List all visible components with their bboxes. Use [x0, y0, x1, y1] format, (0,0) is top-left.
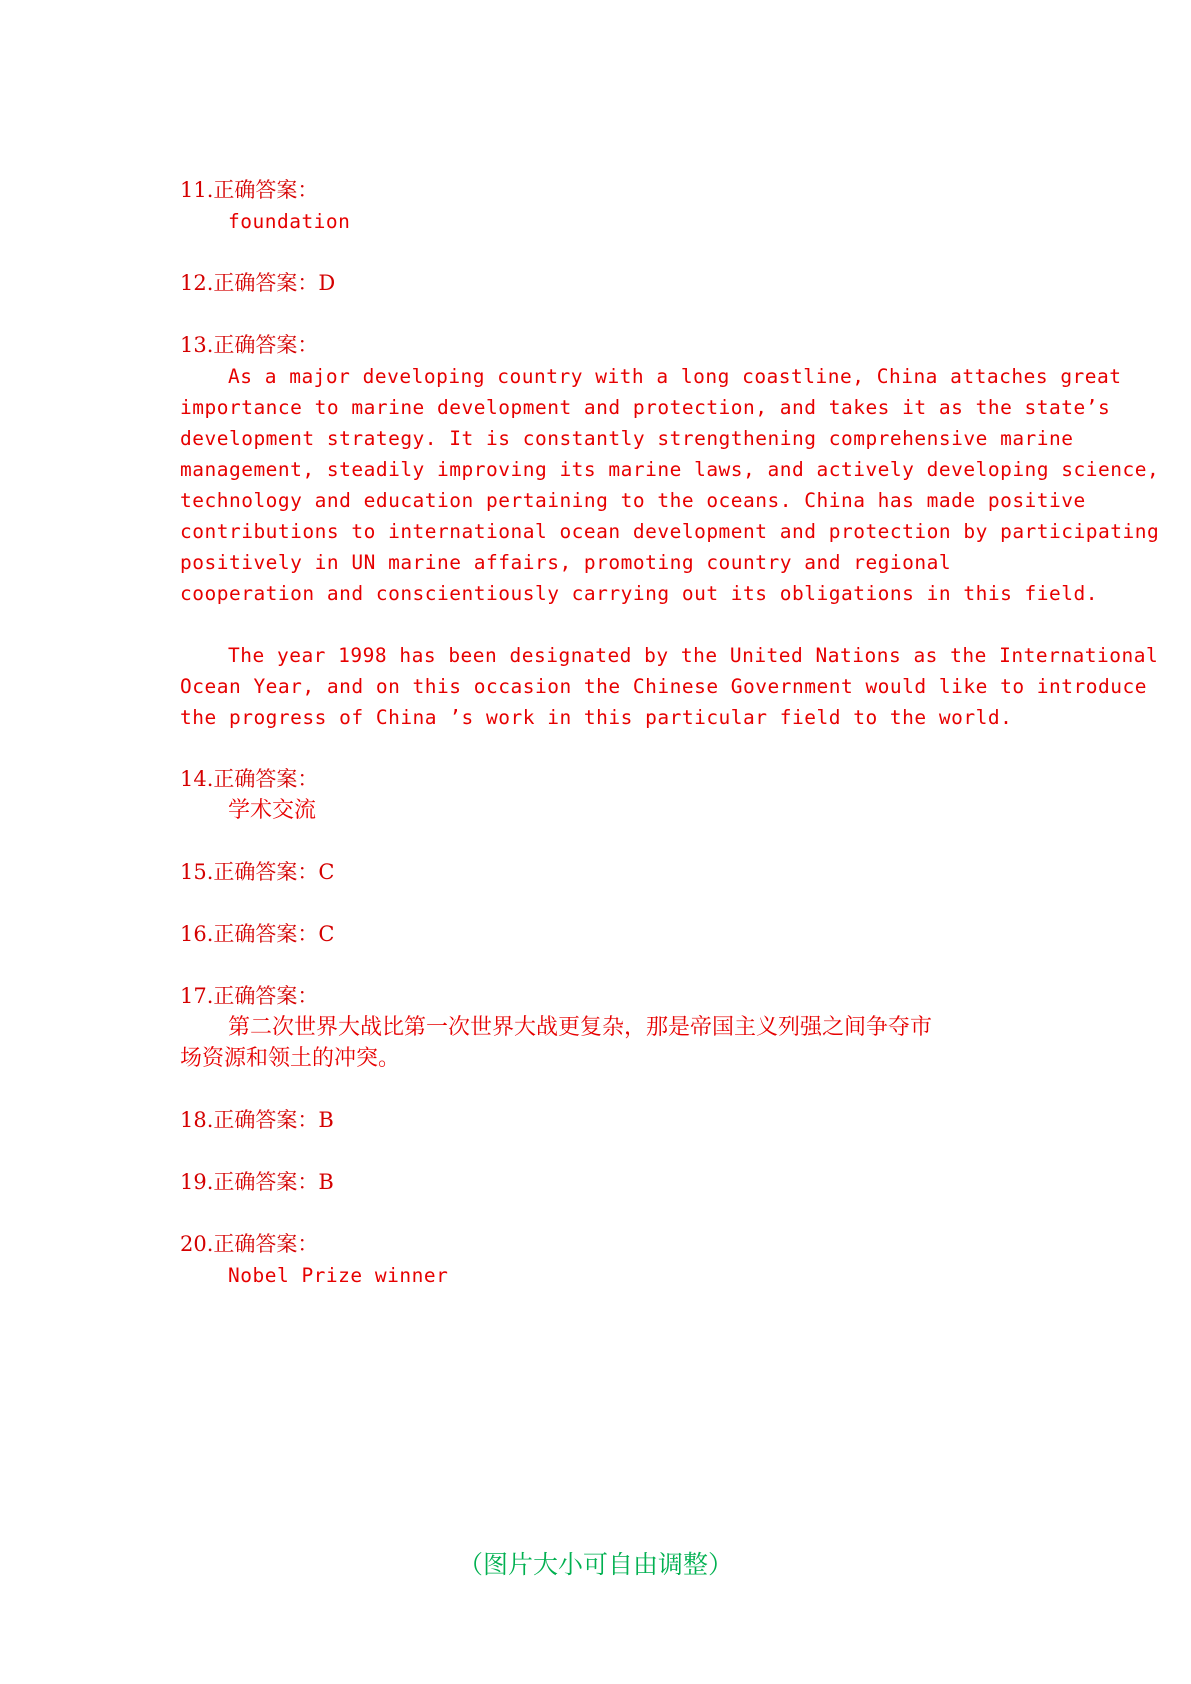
answer-heading-16: 16.正确答案：C — [180, 922, 335, 946]
answer-item-12 — [180, 268, 1140, 299]
answer-heading-19: 19.正确答案：B — [180, 1170, 334, 1194]
paragraph-line: the progress of China ’s work in this particular field to the world. — [180, 706, 1013, 729]
answer-heading-17: 17.正确答案： — [180, 984, 319, 1008]
answer-item-17 — [180, 981, 1140, 1074]
answer-heading-18: 18.正确答案：B — [180, 1108, 334, 1132]
paragraph-gap — [180, 609, 1140, 640]
answer-text-14: 学术交流 — [228, 798, 317, 823]
answer-item-11 — [180, 175, 1140, 237]
paragraph-line: contributions to international ocean development and protection by participating — [180, 520, 1160, 543]
answer-heading-12: 12.正确答案：D — [180, 271, 336, 295]
answer-heading-11: 11.正确答案： — [180, 178, 319, 202]
answer-item-16 — [180, 919, 1140, 950]
answer-heading-13: 13.正确答案： — [180, 333, 319, 357]
answer-text-17-line-1: 第二次世界大战比第一次世界大战更复杂，那是帝国主义列强之间争夺市 — [228, 1015, 933, 1040]
answer-text-20: Nobel Prize winner — [228, 1264, 449, 1287]
paragraph-line: management, steadily improving its marine laws, and actively developing science, — [180, 458, 1160, 481]
answer-paragraph-13-1 — [180, 361, 1160, 609]
answer-item-13 — [180, 330, 1160, 733]
image-size-caption: （图片大小可自由调整） — [457, 1550, 733, 1579]
answer-item-18 — [180, 1105, 1140, 1136]
paragraph-line: positively in UN marine affairs, promoting country and regional — [180, 551, 952, 574]
paragraph-line: development strategy. It is constantly strengthening comprehensive marine — [180, 427, 1074, 450]
answer-item-15 — [180, 857, 1140, 888]
answer-heading-20: 20.正确答案： — [180, 1232, 319, 1256]
answer-paragraph-13-2 — [180, 640, 1159, 733]
paragraph-line: importance to marine development and protection, and takes it as the state’s — [180, 396, 1111, 419]
answer-item-20 — [180, 1229, 1140, 1291]
paragraph-line: As a major developing country with a long coastline, China attaches great — [228, 365, 1122, 388]
answer-item-19 — [180, 1167, 1140, 1198]
answer-text-17-line-2: 场资源和领土的冲突。 — [180, 1046, 401, 1071]
answer-heading-15: 15.正确答案：C — [180, 860, 335, 884]
answer-list — [180, 175, 1160, 1322]
paragraph-line: technology and education pertaining to the oceans. China has made positive — [180, 489, 1086, 512]
answer-heading-14: 14.正确答案： — [180, 767, 319, 791]
paragraph-line: cooperation and conscientiously carrying out its obligations in this field. — [180, 582, 1098, 605]
answer-text-11: foundation — [228, 210, 351, 233]
answer-item-14 — [180, 764, 1140, 826]
paragraph-line: Ocean Year, and on this occasion the Chinese Government would like to introduce — [180, 675, 1147, 698]
paragraph-line: The year 1998 has been designated by the United Nations as the International — [228, 644, 1159, 667]
